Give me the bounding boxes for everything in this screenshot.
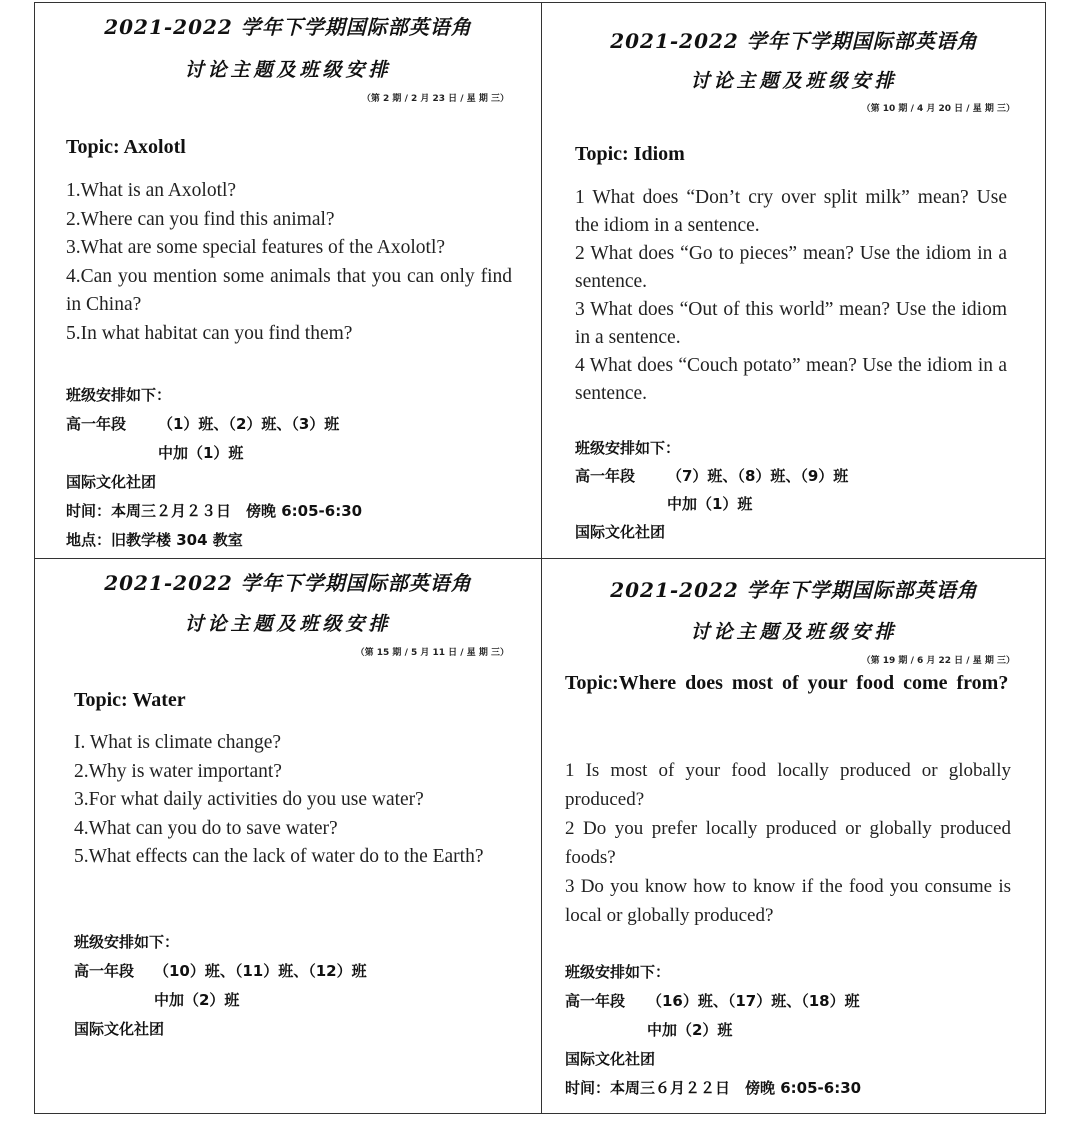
class-list: （16）班、（17）班、（18）班 — [647, 992, 860, 1010]
question-item: 4 What does “Couch potato” mean? Use the idiom in a sentence. — [575, 355, 1007, 404]
grade-row — [575, 462, 848, 490]
class-list: （1）班、（2）班、（3）班 — [158, 415, 340, 433]
panel-title: 2021-2022 学年下学期国际部英语角 — [104, 571, 472, 595]
panel-title: 2021-2022 学年下学期国际部英语角 — [610, 29, 978, 53]
question-list — [66, 177, 512, 348]
grade-label: 高一年段 — [565, 992, 626, 1010]
panel-idiom — [541, 3, 1047, 558]
panel-food — [541, 559, 1047, 1115]
class-schedule — [74, 928, 367, 1044]
time-info: 时间：本周三２月２３日 傍晚 6:05-6:30 — [66, 502, 363, 520]
class-list: （10）班、（11）班、（12）班 — [154, 962, 367, 980]
panel-subtitle: 讨论主题及班级安排 — [690, 621, 898, 643]
extra-class: 中加（2）班 — [647, 1021, 733, 1039]
panel-subtitle: 讨论主题及班级安排 — [184, 613, 392, 635]
grade-row — [74, 957, 367, 986]
topic-heading: Topic:Where does most of your food come from? — [565, 672, 1009, 694]
grade-label: 高一年段 — [74, 962, 135, 980]
topic-heading: Topic: Water — [74, 689, 186, 711]
poster-grid — [34, 2, 1046, 1114]
panel-title: 2021-2022 学年下学期国际部英语角 — [610, 578, 978, 602]
question-item: 5.In what habitat can you find them? — [66, 322, 353, 344]
class-schedule — [565, 958, 861, 1103]
class-schedule — [66, 381, 362, 555]
club-name: 国际文化社团 — [565, 1050, 656, 1068]
extra-class: 中加（1）班 — [158, 444, 244, 462]
schedule-heading: 班级安排如下： — [575, 439, 681, 457]
grade-row — [565, 987, 861, 1016]
place-info: 地点：旧教学楼 304 教室 — [66, 531, 243, 549]
question-list — [575, 184, 1007, 408]
schedule-heading: 班级安排如下： — [74, 933, 180, 951]
grade-label: 高一年段 — [575, 467, 636, 485]
question-item: 2.Where can you find this animal? — [66, 208, 335, 230]
question-list — [74, 729, 508, 872]
question-item: 3.For what daily activities do you use water? — [74, 789, 424, 810]
extra-class: 中加（2）班 — [154, 991, 240, 1009]
grade-label: 高一年段 — [66, 415, 127, 433]
issue-info: （第 10 期 / 4 月 20 日 / 星 期 三） — [861, 104, 1015, 114]
question-item: 5.What effects can the lack of water do to the Earth? — [74, 846, 484, 867]
issue-info: （第 2 期 / 2 月 23 日 / 星 期 三） — [361, 94, 509, 104]
question-item: 2 Do you prefer locally produced or globally produced foods? — [565, 818, 1011, 868]
question-item: 2.Why is water important? — [74, 760, 282, 782]
schedule-heading: 班级安排如下： — [565, 963, 671, 981]
question-item: I. What is climate change? — [74, 732, 282, 753]
class-schedule — [575, 434, 848, 546]
class-list: （7）班、（8）班、（9）班 — [667, 467, 849, 485]
question-item: 1.What is an Axolotl? — [66, 180, 237, 201]
schedule-heading: 班级安排如下： — [66, 386, 172, 404]
question-item: 4.What can you do to save water? — [74, 817, 338, 839]
question-item: 3.What are some special features of the Axolotl? — [66, 237, 446, 258]
question-item: 3 Do you know how to know if the food you consume is local or globally produced? — [565, 876, 1011, 926]
question-list — [565, 756, 1011, 930]
panel-water — [35, 559, 541, 1115]
time-info: 时间：本周三６月２２日 傍晚 6:05-6:30 — [565, 1079, 862, 1097]
panel-subtitle: 讨论主题及班级安排 — [690, 70, 898, 92]
question-item: 4.Can you mention some animals that you can only find in China? — [66, 265, 512, 315]
grade-row — [66, 410, 362, 439]
question-item: 3 What does “Out of this world” mean? Use the idiom in a sentence. — [575, 299, 1007, 348]
issue-info: （第 15 期 / 5 月 11 日 / 星 期 三） — [355, 648, 509, 658]
panel-title: 2021-2022 学年下学期国际部英语角 — [104, 15, 472, 39]
club-name: 国际文化社团 — [575, 523, 666, 541]
extra-class: 中加（1）班 — [667, 495, 753, 513]
club-name: 国际文化社团 — [66, 473, 157, 491]
panel-axolotl — [35, 3, 541, 558]
question-item: 1 Is most of your food locally produced or globally produced? — [565, 760, 1011, 810]
question-item: 2 What does “Go to pieces” mean? Use the idiom in a sentence. — [575, 243, 1007, 292]
club-name: 国际文化社团 — [74, 1020, 165, 1038]
topic-heading: Topic: Idiom — [575, 143, 685, 165]
topic-heading: Topic: Axolotl — [66, 136, 186, 158]
issue-info: （第 19 期 / 6 月 22 日 / 星 期 三） — [861, 656, 1015, 666]
panel-subtitle: 讨论主题及班级安排 — [184, 59, 392, 81]
question-item: 1 What does “Don’t cry over split milk” mean? Use the idiom in a sentence. — [575, 187, 1007, 236]
